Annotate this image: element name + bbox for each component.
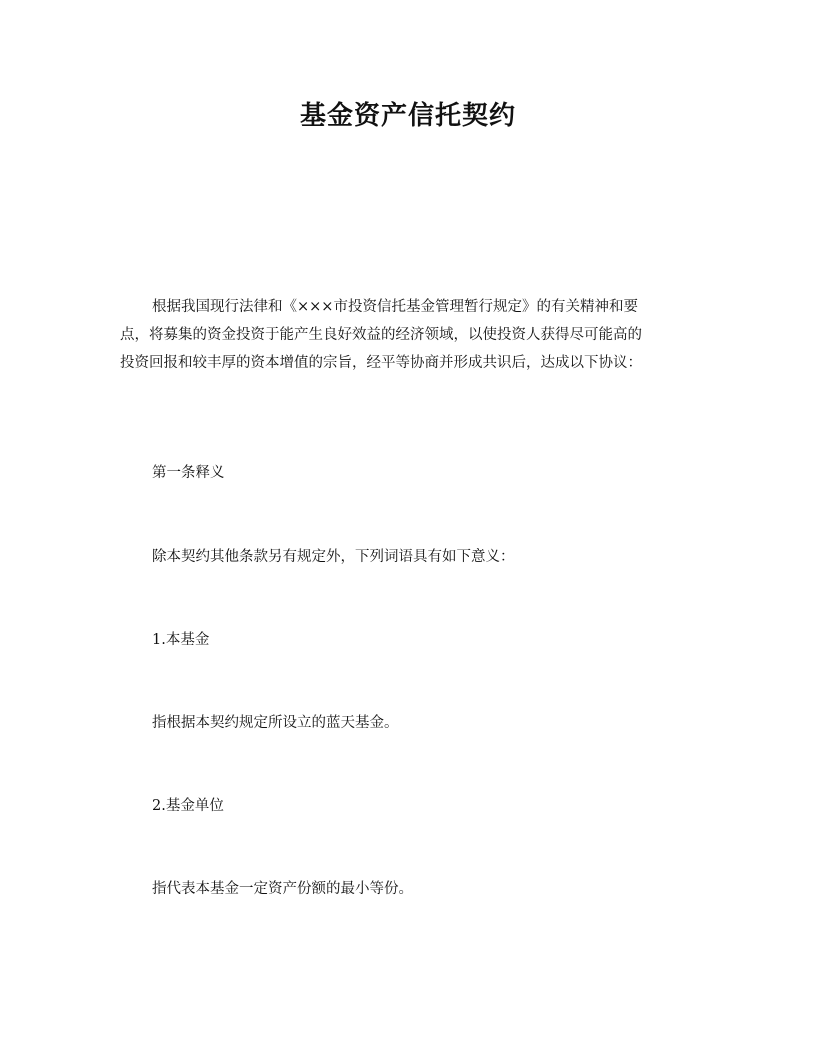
definitions-intro: 除本契约其他条款另有规定外，下列词语具有如下意义： — [152, 549, 515, 565]
term-heading: 2.基金单位 — [152, 798, 224, 814]
term-heading: 1.本基金 — [152, 632, 210, 648]
document-title: 基金资产信托契约 — [299, 101, 516, 131]
intro-line: 点，将募集的资金投资于能产生良好效益的经济领域，以使投资人获得尽可能高的 — [120, 327, 642, 343]
intro-line: 根据我国现行法律和《×××市投资信托基金管理暂行规定》的有关精神和要 — [152, 299, 638, 315]
intro-paragraph — [120, 293, 698, 377]
intro-line: 投资回报和较丰厚的资本增值的宗旨，经平等协商并形成共识后，达成以下协议： — [120, 355, 642, 371]
article-heading: 第一条释义 — [152, 465, 225, 481]
term-definition: 指根据本契约规定所设立的蓝天基金。 — [152, 715, 399, 731]
term-definition: 指代表本基金一定资产份额的最小等份。 — [152, 881, 413, 897]
